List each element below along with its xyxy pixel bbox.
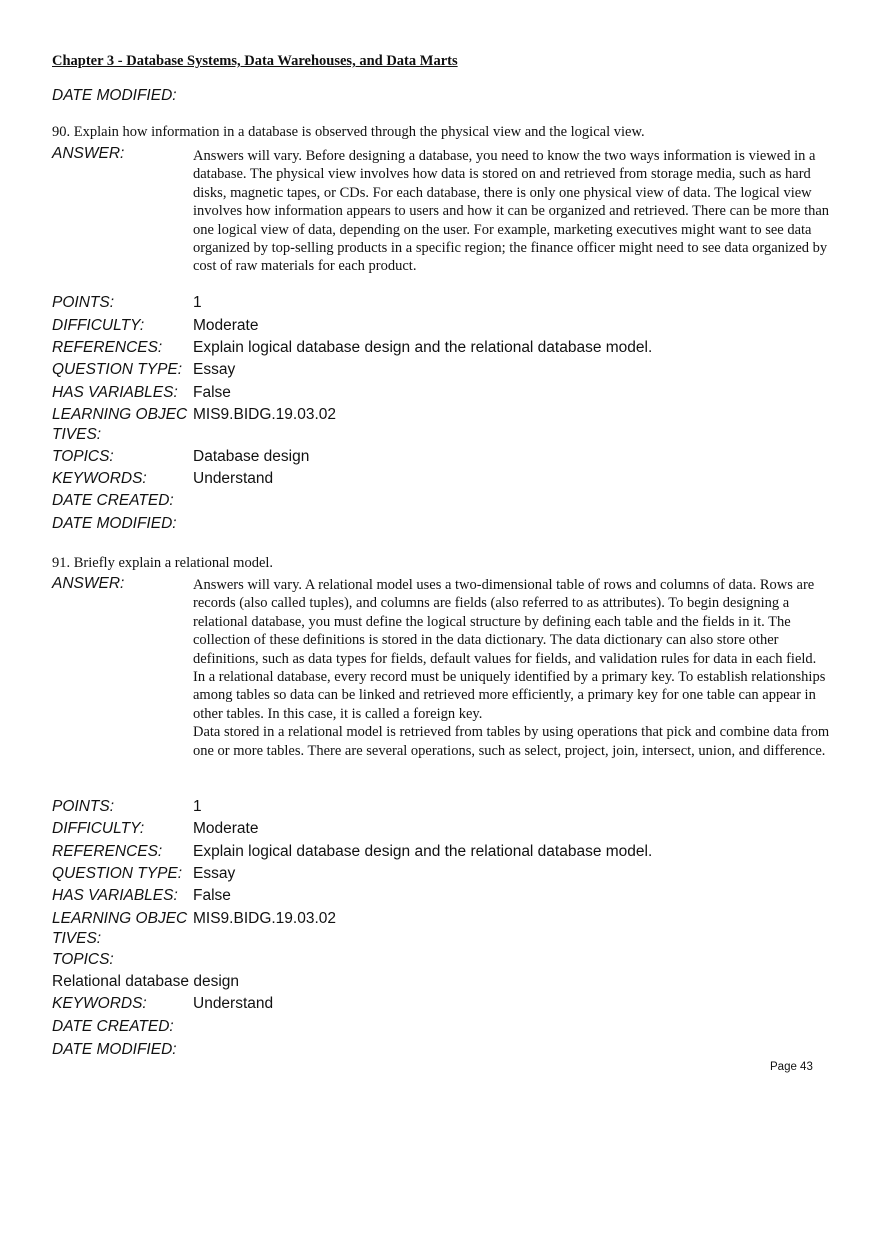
q90-points-value: 1 (193, 294, 202, 311)
has-variables-label: HAS VARIABLES: (52, 384, 178, 401)
q91-references-value: Explain logical database design and the relational database model. (193, 843, 653, 860)
difficulty-label: DIFFICULTY: (52, 317, 145, 334)
q91-answer (193, 576, 833, 760)
q91-answer-paragraph-1: Answers will vary. A relational model uses a two-dimensional table of rows and columns of data. Rows are records (also called tuples), and columns are fields (also referred to as attributes). To begin designing a relational database, you must define the logical structure by defining each table and the fields in it. The collection of these definitions is stored in the data dictionary. The data dictionary can also store other definitions, such as data types for fields, default values for fields, and validation rules for data in each field. (193, 577, 817, 667)
q91-answer-paragraph-2: In a relational database, every record must be uniquely identified by a primary key. To establish relationships among tables so data can be linked and retrieved more efficiently, a primary key for one table can appear in other tables. In this case, it is called a foreign key. (193, 669, 826, 722)
q91-difficulty-value: Moderate (193, 820, 259, 837)
learning-objectives-label: LEARNING OBJEC (52, 910, 188, 927)
q91-question-type-value: Essay (193, 865, 236, 882)
question-type-label: QUESTION TYPE: (52, 865, 183, 882)
date-modified-label: DATE MODIFIED: (52, 1041, 177, 1058)
has-variables-label: HAS VARIABLES: (52, 887, 178, 904)
references-label: REFERENCES: (52, 339, 163, 356)
page-number: Page 43 (770, 1061, 813, 1073)
question-type-label: QUESTION TYPE: (52, 361, 183, 378)
date-modified-label: DATE MODIFIED: (52, 87, 177, 104)
learning-objectives-label-cont: TIVES: (52, 930, 102, 947)
difficulty-label: DIFFICULTY: (52, 820, 145, 837)
q91-keywords-value: Understand (193, 995, 274, 1012)
references-label: REFERENCES: (52, 843, 163, 860)
keywords-label: KEYWORDS: (52, 995, 147, 1012)
points-label: POINTS: (52, 798, 115, 815)
question-90-text: 90. Explain how information in a database is observed through the physical view and the logical view. (52, 124, 645, 140)
q90-answer (193, 147, 833, 276)
q91-learning-objectives-value: MIS9.BIDG.19.03.02 (193, 910, 337, 927)
answer-label: ANSWER: (52, 145, 125, 162)
q90-difficulty-value: Moderate (193, 317, 259, 334)
chapter-title: Chapter 3 - Database Systems, Data Warehouses, and Data Marts (52, 53, 458, 69)
q91-answer-paragraph-3: Data stored in a relational model is retrieved from tables by using operations that pick and combine data from one or more tables. There are several operations, such as select, project, join, intersect, union, and difference. (193, 724, 830, 759)
q90-topics-value: Database design (193, 448, 310, 465)
q90-has-variables-value: False (193, 384, 231, 401)
date-created-label: DATE CREATED: (52, 1018, 174, 1035)
q90-keywords-value: Understand (193, 470, 274, 487)
date-created-label: DATE CREATED: (52, 492, 174, 509)
question-91-text: 91. Briefly explain a relational model. (52, 555, 274, 571)
q90-answer-paragraph: Answers will vary. Before designing a database, you need to know the two ways information is viewed in a database. The physical view involves how data is stored on and retrieved from storage media, such as hard disks, magnetic tapes, or CDs. For each database, there is only one physical view of data. The logical view involves how information appears to users and how it can be organized and retrieved. There can be more than one logical view of data, depending on the user. For example, marketing executives might want to see data organized by top-selling products in a specific region; the finance officer might need to see data organized by cost of raw materials for each product. (193, 148, 830, 275)
q90-learning-objectives-value: MIS9.BIDG.19.03.02 (193, 406, 337, 423)
q91-points-value: 1 (193, 798, 202, 815)
q91-has-variables-value: False (193, 887, 231, 904)
q91-topics-value: Relational database design (52, 973, 239, 990)
keywords-label: KEYWORDS: (52, 470, 147, 487)
answer-label: ANSWER: (52, 575, 125, 592)
topics-label: TOPICS: (52, 951, 114, 968)
q90-question-type-value: Essay (193, 361, 236, 378)
q90-references-value: Explain logical database design and the relational database model. (193, 339, 653, 356)
topics-label: TOPICS: (52, 448, 114, 465)
learning-objectives-label: LEARNING OBJEC (52, 406, 188, 423)
points-label: POINTS: (52, 294, 115, 311)
learning-objectives-label-cont: TIVES: (52, 426, 102, 443)
date-modified-label: DATE MODIFIED: (52, 515, 177, 532)
